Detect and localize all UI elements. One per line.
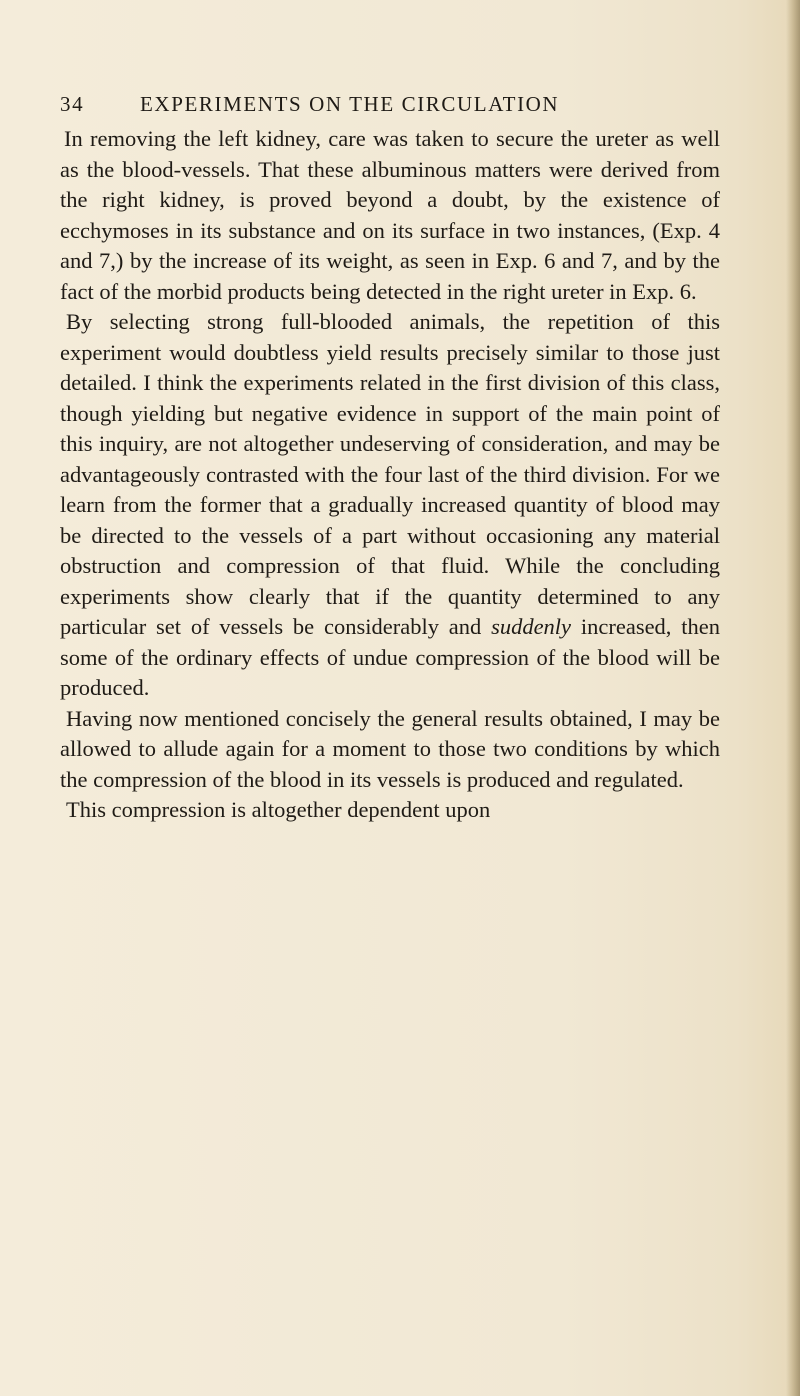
paragraph-kidney-experiment: In removing the left kidney, care was taken to secure the ureter as well as the blood-vessels. That these albuminous matters were derived from the right kidney, is proved beyond a doubt, by the existence of ecchymoses in its substance and on its surface in two instances, (Exp. 4 and 7,) by the increase of its weight, as seen in Exp. 6 and 7, and by the fact of the morbid products being detected in the right ureter in Exp. 6. xyxy=(60,126,720,304)
page-gutter-shadow xyxy=(786,0,800,1396)
running-title: EXPERIMENTS ON THE CIRCULATION xyxy=(140,92,560,116)
running-header xyxy=(60,92,760,120)
page-number: 34 xyxy=(60,92,85,116)
emphasized-word: suddenly xyxy=(491,614,572,639)
body-text xyxy=(60,124,720,826)
paragraph-text-before-emphasis: By selecting strong full-blooded animals, the repetition of this experiment would doubtless yield results precisely similar to those just detailed. I think the experiments related in the first division of this class, though yielding but negative evidence in support of the main point of this inquiry, are not altogether undeserving of consideration, and may be advantageously contrasted with the four last of the third division. For we learn from the former that a gradually increased quantity of blood may be directed to the vessels of a part without occasioning any material obstruction and compression of that fluid. While the concluding experiments show clearly that if the quantity determined to any particular set of vessels be considerably and xyxy=(60,309,720,639)
paragraph-compression-dependent: This compression is altogether dependent upon xyxy=(66,797,491,822)
paragraph-text-after-emphasis: increased, then some of the ordinary effects of undue compression of the blood will be produced. xyxy=(60,614,720,700)
paragraph-selecting-animals xyxy=(60,307,720,704)
paragraph-general-results: Having now mentioned concisely the general results obtained, I may be allowed to allude again for a moment to those two conditions by which the compression of the blood in its vessels is produced and regulated. xyxy=(60,705,720,792)
